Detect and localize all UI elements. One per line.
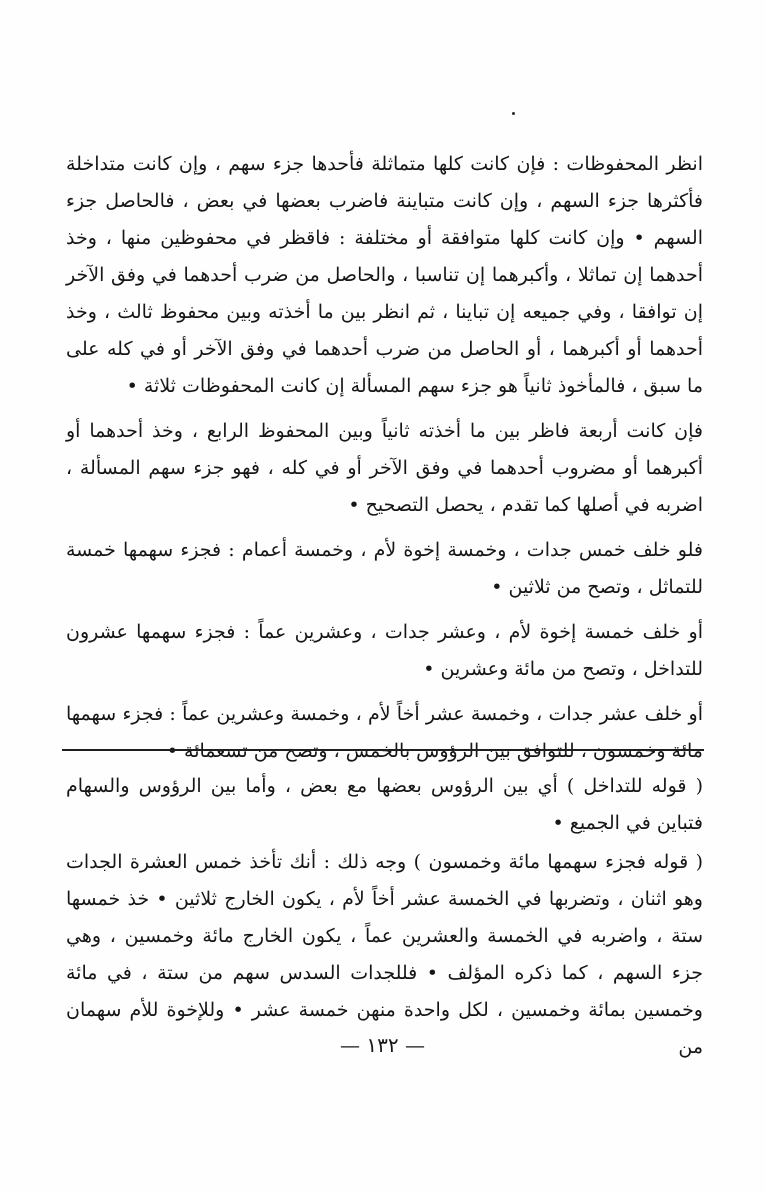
main-text [66,146,703,778]
main-paragraph: أو خلف عشر جدات ، وخمسة عشر أخاً لأم ، وخمسة وعشرين عماً : فجزء سهمها مائة وخمسون ، للتوافق بين الرؤوس بالخمس ، وتصح من تسعمائة • [66,703,703,762]
footnote-divider [62,749,704,751]
main-paragraph: أو خلف خمسة إخوة لأم ، وعشر جدات ، وعشرين عماً : فجزء سهمها عشرون للتداخل ، وتصح من مائة وعشرين • [66,621,703,680]
main-paragraph: انظر المحفوظات : فإن كانت كلها متماثلة فأحدها جزء سهم ، وإن كانت متداخلة فأكثرها جزء السهم ، وإن كانت متباينة فاضرب بعضها في بعض ، فالحاصل جزء السهم • وإن كانت كلها متوافقة أو مختلفة : فاقظر في محفوظين منها ، وخذ أحدهما إن تماثلا ، وأكبرهما إن تناسبا ، والحاصل من ضرب أحدهما في وفق الآخر إن توافقا ، وفي جميعه إن تباينا ، ثم انظر بين ما أخذته وبين محفوظ ثالث ، وخذ أحدهما أو أكبرهما ، أو الحاصل من ضرب أحدهما في وفق الآخر أو في كله على ما سبق ، فالمأخوذ ثانياً هو جزء سهم المسألة إن كانت المحفوظات ثلاثة • [66,153,703,397]
footnotes [66,768,703,1068]
page-number: — ١٣٢ — [340,1033,425,1057]
ink-dot [512,112,515,115]
main-paragraph: فلو خلف خمس جدات ، وخمسة إخوة لأم ، وخمسة أعمام : فجزء سهمها خمسة للتماثل ، وتصح من ثلاثين • [66,539,703,598]
footnote-paragraph: ( قوله فجزء سهمها مائة وخمسون ) وجه ذلك : أنك تأخذ خمس العشرة الجدات وهو اثنان ، وتضربها في الخمسة عشر أخاً لأم ، يكون الخارج ثلاثين • خذ خمسها ستة ، واضربه في الخمسة والعشرين عماً ، يكون الخارج مائة وخمسين ، وهي جزء السهم ، كما ذكره المؤلف • فللجدات السدس سهم من ستة ، في مائة وخمسين بمائة وخمسين ، لكل واحدة منهن خمسة عشر • وللإخوة للأم سهمان من [66,851,703,1058]
footnote-paragraph: ( قوله للتداخل ) أي بين الرؤوس بعضها مع بعض ، وأما بين الرؤوس والسهام فتباين في الجميع • [66,775,703,834]
main-paragraph: فإن كانت أربعة فاظر بين ما أخذته ثانياً وبين المحفوظ الرابع ، وخذ أحدهما أو أكبرهما أو مضروب أحدهما في وفق الآخر أو في كله ، فهو جزء سهم المسألة ، اضربه في أصلها كما تقدم ، يحصل التصحيح • [66,420,703,516]
